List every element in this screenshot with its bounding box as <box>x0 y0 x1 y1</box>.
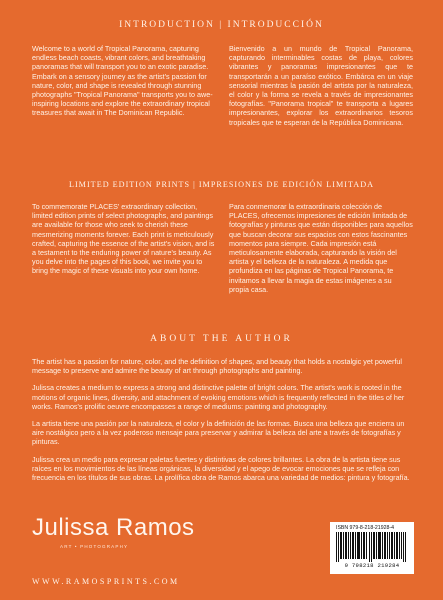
about-author-text <box>32 357 412 490</box>
limited-english-text <box>32 202 216 276</box>
about-author-header: ABOUT THE AUTHOR <box>150 334 293 344</box>
isbn-label: ISBN 979-8-218-21928-4 <box>336 525 394 531</box>
about-paragraph-1: The artist has a passion for nature, color, and the definition of shapes, and beauty that holds a nostalgic yet powerful message to preserve and admire the beauty of art through photographs and painting. <box>32 357 402 376</box>
brand-logo-name: Julissa Ramos <box>32 514 195 541</box>
barcode-number: 9 798218 219284 <box>344 562 400 569</box>
intro-es-paragraph: Bienvenido a un mundo de Tropical Panorama, capturando interminables costas de playa, colores vibrantes y panoramas impresionantes que te transportarán a un paraíso exótico. Embárca en un viaje sensorial mientras la pasión del artista por la naturaleza, el color y la forma se revela a través de impresionantes fotografías. "Panorama tropical" te transporta a lugares impresionantes, explorar los extraordinarios tesoros tropicales que te esperan de la República Dominicana. <box>229 44 413 127</box>
limited-spanish-text <box>229 202 413 294</box>
barcode-icon <box>336 532 408 562</box>
limited-edition-header: LIMITED EDITION PRINTS | IMPRESIONES DE EDICIÓN LIMITADA <box>68 180 375 189</box>
about-paragraph-2: Julissa creates a medium to express a strong and distinctive palette of bright colors. The artist's work is rooted in the motions of organic lines, diversity, and attachment of evoking emotions which is frequently reflected in the titles of her works. Ramos's prolific oeuvre encompasses a range of mediums: painting and photography. <box>32 383 405 411</box>
isbn-barcode <box>330 522 414 574</box>
intro-english-text <box>32 44 216 118</box>
intro-spanish-text <box>229 44 413 127</box>
intro-en-paragraph: Welcome to a world of Tropical Panorama, capturing endless beach coasts, vibrant colors, and breathtaking panoramas that will transport you to an exotic paradise. Embark on a sensory journey as the artist's passion for nature, color, and shape is revealed through stunning photographs "Tropical Panorama" transports you to awe-inspiring locations and explore the extraordinary tropical treasures that await in The Dominican Republic. <box>32 44 213 118</box>
intro-header: INTRODUCTION | INTRODUCCIÓN <box>119 20 324 30</box>
about-paragraph-3: La artista tiene una pasión por la naturaleza, el color y la definición de las formas. Busca una belleza que encierra un aire nostálgico pero a la vez poderoso mensaje para preservar y admirar la belleza del arte a través de fotografías y pinturas. <box>32 419 405 447</box>
limited-en-paragraph: To commemorate PLACES' extraordinary collection, limited edition prints of select photographs, and paintings are available for those who seek to cherish these mesmerizing moments forever. Each print is meticulously crafted, capturing the essence of the artist's vision, and is a testament to the enduring power of nature's beauty. As you delve into the pages of this book, we invite you to bring the magic of these visuals into your own home. <box>32 202 215 276</box>
brand-tagline: ART • PHOTOGRAPHY <box>60 544 129 549</box>
limited-es-paragraph: Para conmemorar la extraordinaria colección de PLACES, ofrecemos impresiones de edición limitada de fotografías y pinturas que están disponibles para aquellos que buscan decorar sus espacios con estos fascinantes momentos para siempre. Cada impresión está meticulosamente elaborada, capturando la visión del artista y el belleza de la naturaleza. A medida que profundiza en las páginas de Tropical Panorama, te invitamos a llevar la magia de estas imágenes a su propia casa. <box>229 202 413 294</box>
about-paragraph-4: Julissa crea un medio para expresar paletas fuertes y distintivas de colores brillantes. La obra de la artista tiene sus raíces en los movimientos de las líneas orgánicas, la diversidad y el apego de evocar emociones que se refleja con frecuencia en los títulos de sus obras. La prolífica obra de Ramos abarca una variedad de medios: pintura y fotografía. <box>32 454 410 483</box>
website-url: WWW.RAMOSPRINTS.COM <box>32 577 180 586</box>
